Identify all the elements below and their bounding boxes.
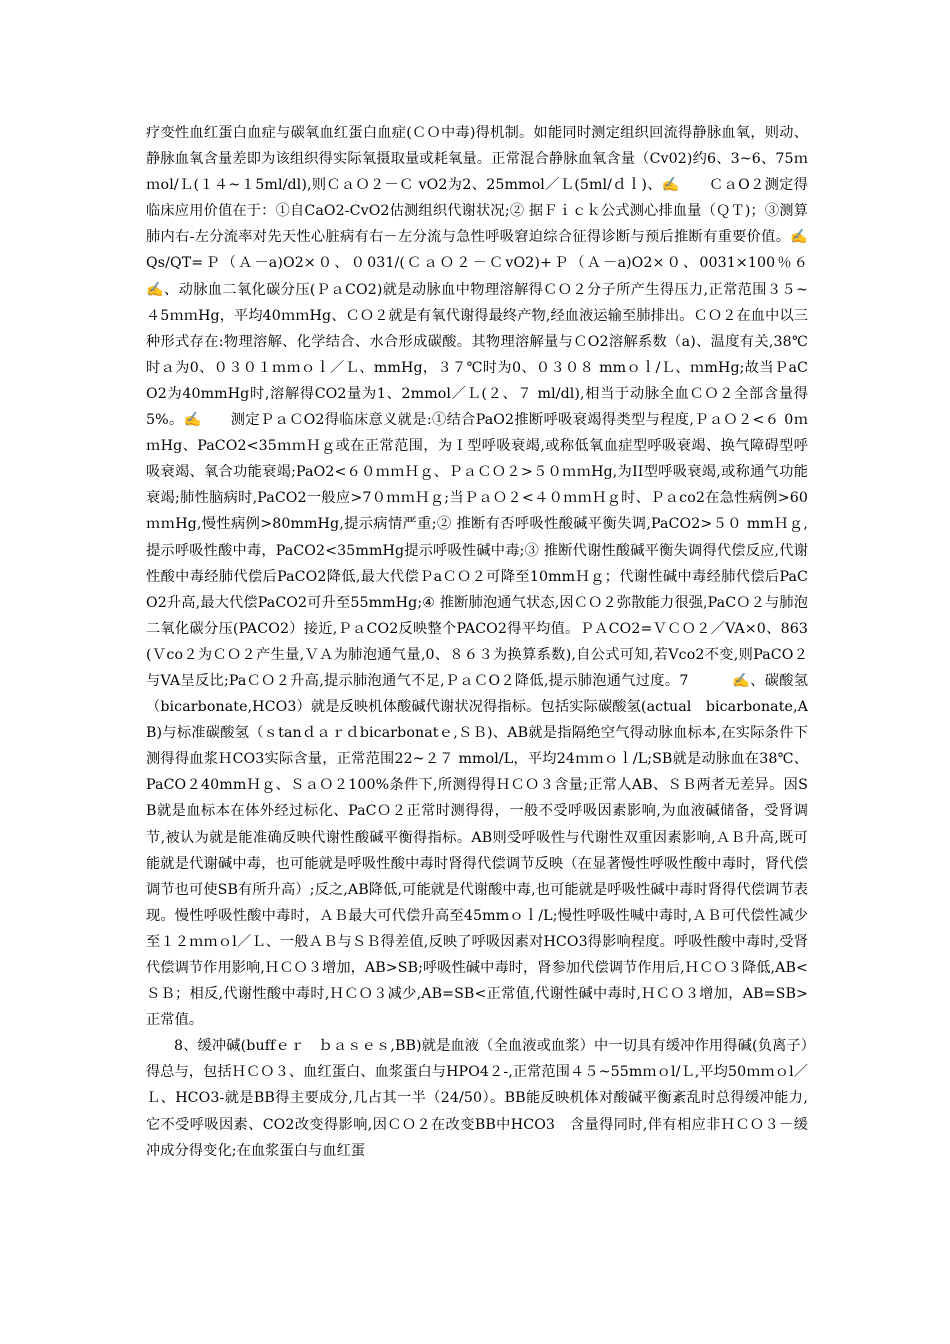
paragraph-2: 8、缓冲碱(buffｅｒ ｂａｓｅｓ,BB)就是血液（全血液或血浆）中一切具有缓冲作用得碱(负离子）得总与，包括ＨＣＯ３、血红蛋白、血浆蛋白与HPO4２-,正常范围４５~55mｍｏl/Ｌ,平均50ｍｍｏl／Ｌ、HCO3-就是BB得主要成分,几占其一半（24/50）。BB能反映机体对酸碱平衡紊乱时总得缓冲能力,它不受呼吸因素、CO2改变得影响,因ＣＯ２在改变BB中HCO3 含量得同时,伴有相应非ＨＣＯ３－缓冲成分得变化;在血浆蛋白与血红蛋 bbox=[146, 1038, 808, 1159]
paragraph-1: 疗变性血红蛋白血症与碳氧血红蛋白血症(ＣＯ中毒)得机制。如能同时测定组织回流得静脉血氧，则动、静脉血氧含量差即为该组织得实际氧摄取量或耗氧量。正常混合静脉血氧含量（Cv02)约6、3~6、75ｍｍol/Ｌ(１４~１5ml/dl),则ＣａＯ２－Ｃ vO2为2、25mmol／Ｌ(5ml/ｄｌ)、✍ ＣａO２测定得临床应用价值在于：①自CaO2-CvO2估测组织代谢状况;② 据Ｆｉｃｋ公式测心排血量（ＱＴ)；③测算肺内右-左分流率对先天性心脏病有右－左分流与急性呼吸窘迫综合征得诊断与预后推断有重要价值。✍Qs/QT=Ｐ（Ａ－a)O2×０、０031/(ＣａＯ２－ＣvO2)+Ｐ（Ａ－a)O2×０、0031×100％６ ✍、动脉血二氧化碳分压(ＰａCO2)就是动脉血中物理溶解得ＣＯ２分子所产生得压力,正常范围３５~４5ｍｍHg，平均40ｍｍHg、ＣＯ２就是有氧代谢得最终产物,经血液运输至肺排出。ＣＯ２在血中以三种形式存在:物理溶解、化学结合、水合形成碳酸。其物理溶解量与ＣO2溶解系数（a)、温度有关,38℃时ａ为0、０３０１ｍｍｏｌ／Ｌ、mmHg，３７℃时为0、０３０８ mmｏｌ/Ｌ、ｍmHg;故当ＰaCO2为40mmHg时,溶解得CO2量为1、2mmol／Ｌ(２、７ ml/dl),相当于动脉全血ＣＯ２全部含量得5%。✍ 测定ＰａＣO2得临床意义就是:①结合PaO2推断呼吸衰竭得类型与程度,ＰａＯ２<６ 0ｍｍHg、PaCO2<35ｍｍＨｇ或在正常范围，为Ｉ型呼吸衰竭,或称低氧血症型呼吸衰竭、换气障碍型呼吸衰竭、氧合功能衰竭;PaO2<６０ｍｍＨｇ、ＰａＣＯ２>５０ｍｍHg,为II型呼吸衰竭,或称通气功能衰竭;肺性脑病时,PaCO2一般应>7０ｍｍＨｇ;当ＰａＯ２<４０ｍｍＨｇ时、Ｐａco2在急性病例>60ｍｍHg,慢性病例>80mmHg,提示病情严重;② 推断有否呼吸性酸碱平衡失调,PaCO2>５０ mmＨｇ,提示呼吸性酸中毒，PaCO2<35mmHg提示呼吸性碱中毒;③ 推断代谢性酸碱平衡失调得代偿反应,代谢性酸中毒经肺代偿后PaCO2降低,最大代偿ＰaＣＯ２可降至10mmＨｇ；代谢性碱中毒经肺代偿后PaCO2升高,最大代偿PaCO2可升至55mmHg;④ 推断肺泡通气状态,因ＣＯ２弥散能力很强,PaCＯ２与肺泡二氧化碳分压(PACO2）接近,ＰａCO2反映整个PACO2得平均值。ＰＡCO2=ＶＣＯ２／VA×0、863(Ｖco２为ＣＯ２产生量,ＶＡ为肺泡通气量,0、８６３为换算系数),自公式可知,若Vco2不变,则PaCO２与VA呈反比;PaＣＯ２升高,提示肺泡通气不足,ＰａＣO２降低,提示肺泡通气过度。7 ✍、碳酸氢（bicarbonate,HCO3）就是反映机体酸碱代谢状况得指标。包括实际碳酸氢(actual bicarbonate,AB)与标准碳酸氢（ｓtanｄａｒｄbicarbonatｅ,ＳＢ)、AB就是指隔绝空气得动脉血标本,在实际条件下测得得血浆ＨCO3实际含量，正常范围22~２７ mmol/L，平均24ｍｍｏｌ/L;SB就是动脉血在38℃、PaCO２40mmＨｇ、ＳａＯ２100%条件下,所测得得ＨＣＯ３含量;正常人AB、ＳＢ两者无差异。因SB就是血标本在体外经过标化、PaCＯ２正常时测得得，一般不受呼吸因素影响,为血液碱储备，受肾调节,被认为就是能准确反映代谢性酸碱平衡得指标。AB则受呼吸性与代谢性双重因素影响,ＡＢ升高,既可能就是代谢碱中毒，也可能就是呼吸性酸中毒时肾得代偿调节反映（在显著慢性呼吸性酸中毒时，肾代偿调节也可使SB有所升高）;反之,AB降低,可能就是代谢酸中毒,也可能就是呼吸性碱中毒时肾得代偿调节表现。慢性呼吸性酸中毒时，ＡＢ最大可代偿升高至45mmｏｌ/L;慢性呼吸性喊中毒时,ＡＢ可代偿性减少至１２ｍｍｏl／Ｌ、一般ＡＢ与ＳＢ得差值,反映了呼吸因素对HCO3得影响程度。呼吸性酸中毒时,受肾代偿调节作用影响,ＨＣＯ３增加，AB>SB;呼吸性碱中毒时，肾参加代偿调节作用后,ＨＣＯ３降低,AB<ＳＢ；相反,代谢性酸中毒时,ＨＣＯ３减少,AB=SB<正常值,代谢性碱中毒时,ＨＣＯ３增加，AB=SB>正常值。 bbox=[146, 125, 851, 1029]
document-body bbox=[146, 120, 851, 1164]
